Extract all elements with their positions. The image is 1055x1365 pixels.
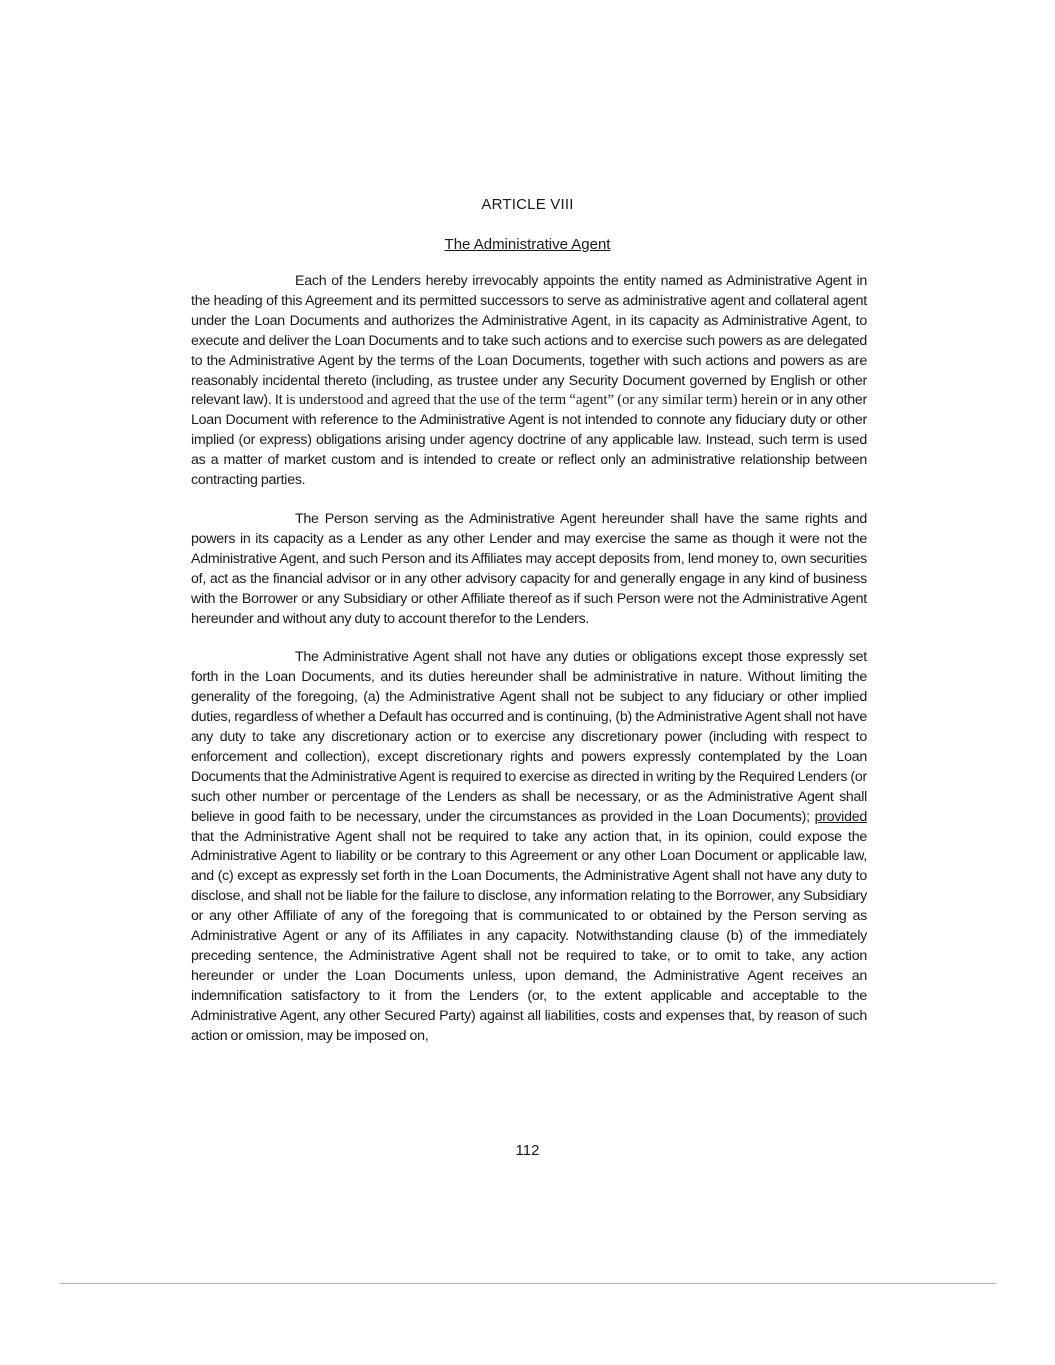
paragraph-duties <box>191 648 867 1046</box>
paragraph-appointment <box>191 272 867 491</box>
paragraph-appointment-serif-text: is understood and agreed that the use of the term “agent” (or any similar term) herei <box>285 392 770 409</box>
paragraph-appointment-text-2: n or in any other Loan Document with reference to the Administrative Agent is not intended to connote any fiduciary duty or other implied (or express) obligations arising under agency doctrine of any applicable law. Instead, such term is used as a matter of market custom and is intended to create or reflect only an administrative relationship between contracting parties. <box>191 392 867 489</box>
article-body <box>191 272 867 1066</box>
paragraph-duties-text-2: that the Administrative Agent shall not be required to take any action that, in its opinion, could expose the Administrative Agent to liability or be contrary to this Agreement or any other Loan Document or applicable law, and (c) except as expressly set forth in the Loan Documents, the Administrative Agent shall not have any duty to disclose, and shall not be liable for the failure to disclose, any information relating to the Borrower, any Subsidiary or any other Affiliate of any of the foregoing that is communicated to or obtained by the Person serving as Administrative Agent or any of its Affiliates in any capacity. Notwithstanding clause (b) of the immediately preceding sentence, the Administrative Agent shall not be required to take, or to omit to take, any action hereunder or under the Loan Documents unless, upon demand, the Administrative Agent receives an indemnification satisfactory to it from the Lenders (or, to the extent applicable and acceptable to the Administrative Agent, any other Secured Party) against all liabilities, costs and expenses that, by reason of such action or omission, may be imposed on, <box>191 828 867 1044</box>
page-divider <box>60 1283 996 1284</box>
paragraph-appointment-text-1: Each of the Lenders hereby irrevocably appoints the entity named as Administrative Agent in the heading of this Agreement and its permitted successors to serve as administrative agent and collateral agent under the Loan Documents and authorizes the Administrative Agent, in its capacity as Administrative Agent, to execute and deliver the Loan Documents and to take such actions and to exercise such powers as are delegated to the Administrative Agent by the terms of the Loan Documents, together with such actions and powers as are reasonably incidental thereto (including, as trustee under any Security Document governed by English or other relevant law). It <box>191 273 867 409</box>
page-number: 112 <box>515 1142 540 1159</box>
paragraph-rights-as-lender <box>191 510 867 629</box>
paragraph-rights-as-lender-text: The Person serving as the Administrative Agent hereunder shall have the same rights and powers in its capacity as a Lender as any other Lender and may exercise the same as though it were not the Administrative Agent, and such Person and its Affiliates may accept deposits from, lend money to, own securities of, act as the financial advisor or in any other advisory capacity for and generally engage in any kind of business with the Borrower or any Subsidiary or other Affiliate thereof as if such Person were not the Administrative Agent hereunder and without any duty to account therefor to the Lenders. <box>191 510 867 627</box>
article-subheading: The Administrative Agent <box>444 236 611 253</box>
article-heading: ARTICLE VIII <box>481 196 574 213</box>
provided-term: provided <box>814 808 867 825</box>
paragraph-duties-text-1: The Administrative Agent shall not have any duties or obligations except those expressly set forth in the Loan Documents, and its duties hereunder shall be administrative in nature. Without limiting the generality of the foregoing, (a) the Administrative Agent shall not be subject to any fiduciary or other implied duties, regardless of whether a Default has occurred and is continuing, (b) the Administrative Agent shall not have any duty to take any discretionary action or to exercise any discretionary power (including with respect to enforcement and collection), except discretionary rights and powers expressly contemplated by the Loan Documents that the Administrative Agent is required to exercise as directed in writing by the Required Lenders (or such other number or percentage of the Lenders as shall be necessary, or as the Administrative Agent shall believe in good faith to be necessary, under the circumstances as provided in the Loan Documents); <box>191 649 867 825</box>
